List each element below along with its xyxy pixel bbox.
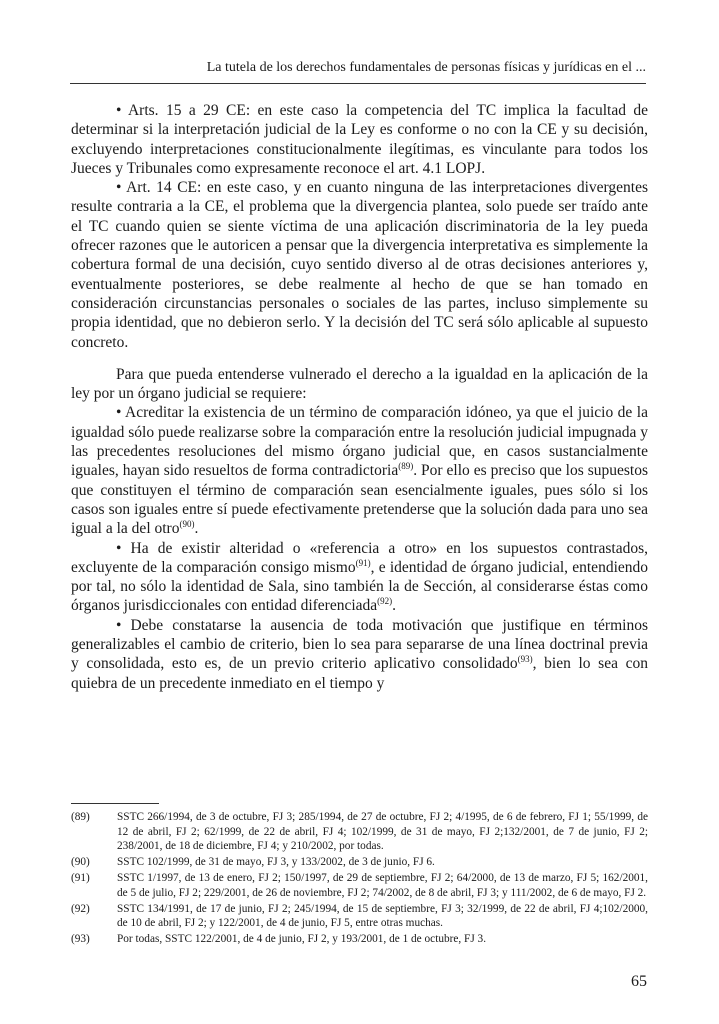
footnote-ref: (93) bbox=[517, 654, 533, 665]
footnote-number: (90) bbox=[71, 856, 90, 868]
footnotes bbox=[71, 810, 648, 948]
requirement-text: • Acreditar la existencia de un término de comparación idóneo, ya que el juicio de la igualdad sólo puede realizarse sobre la comparación entre la resolución judicial impugnada y las precedentes resoluciones del mismo órgano judicial que, en casos sustancialmente iguales, hayan sido resueltos de forma contradictoria bbox=[71, 404, 648, 480]
footnote-ref: (91) bbox=[355, 557, 371, 568]
requirement-text: , bien lo sea con quiebra de un precedente inmediato en el tiempo y bbox=[71, 655, 648, 692]
footnote-text: SSTC 134/1991, de 17 de junio, FJ 2; 245/1994, de 15 de septiembre, FJ 3; 32/1999, de 22 de abril, FJ 4;102/2000, de 10 de abril, FJ 2; y 122/2001, de 4 de junio, FJ 5, entre otras muchas. bbox=[117, 902, 648, 929]
footnote-93 bbox=[71, 932, 648, 947]
requirement-text: . bbox=[194, 520, 199, 538]
body-text bbox=[71, 101, 648, 693]
intro-paragraph: Para que pueda entenderse vulnerado el derecho a la igualdad en la aplicación de la ley por un órgano judicial se requiere: bbox=[71, 365, 648, 403]
footnote-text: Por todas, SSTC 122/2001, de 4 de junio, FJ 2, y 193/2001, de 1 de octubre, FJ 3. bbox=[117, 933, 487, 945]
bullet-arts-15-29: • Arts. 15 a 29 CE: en este caso la competencia del TC implica la facultad de determinar si la interpretación judicial de la Ley es conforme o no con la CE y su decisión, excluyendo interpretaciones constitucionalmente ilegítimas, es vinculante para todos los Jueces y Tribunales como expresamente reconoce el art. 4.1 LOPJ. bbox=[71, 102, 648, 177]
footnote-ref: (89) bbox=[398, 461, 414, 472]
requirement-motivation bbox=[71, 616, 648, 693]
footnote-number: (89) bbox=[71, 811, 90, 823]
requirement-text: , e identidad de órgano judicial, entendiendo por tal, no sólo la identidad de Sala, sino también la de Sección, al considerarse éstas como órganos jurisdiccionales con entidad diferenciada bbox=[71, 558, 649, 615]
bullet-art-14: • Art. 14 CE: en este caso, y en cuanto ninguna de las interpretaciones divergentes resulte contraria a la CE, el problema que la divergencia plantea, solo puede ser traído ante el TC cuando quien se siente víctima de una aplicación discriminatoria de la ley pueda ofrecer razones que le autoricen a pensar que la divergencia interpretativa es simplemente la cobertura formal de una decisión, cuyo sentido diverso al de otras decisiones anteriores y, eventualmente posteriores, se debe realmente al hecho de que se han tomado en consideración circunstancias personales o sociales de las partes, incluso simplemente su propia identidad, que no debieron serlo. Y la decisión del TC será sólo aplicable al supuesto concreto. bbox=[71, 179, 648, 351]
footnote-text: SSTC 266/1994, de 3 de octubre, FJ 3; 285/1994, de 27 de octubre, FJ 2; 4/1995, de 6 de febrero, FJ 1; 55/1999, de 12 de abril, FJ 2; 62/1999, de 22 de abril, FJ 4; 102/1999, de 31 de mayo, FJ 2;132/2001, de 7 de junio, FJ 2; 238/2001, de 18 de diciembre, FJ 4; y 210/2002, por todas. bbox=[117, 811, 648, 852]
requirement-text: . Por ello es preciso que los supuestos que constituyen el término de comparación sean esencialmente iguales, pues sólo si los casos son iguales entre sí puede efectivamente pretenderse que la solución dada para uno sea igual a la del otro bbox=[71, 462, 648, 538]
running-head: La tutela de los derechos fundamentales de personas físicas y jurídicas en el ... bbox=[70, 60, 646, 84]
requirement-text: • Debe constatarse la ausencia de toda motivación que justifique en términos generalizables el cambio de criterio, bien lo sea para separarse de una línea doctrinal previa y consolidada, esto es, de un previo criterio aplicativo consolidado bbox=[71, 616, 648, 673]
footnote-ref: (92) bbox=[377, 596, 393, 607]
requirement-text: . bbox=[392, 597, 397, 615]
footnote-92 bbox=[71, 902, 648, 931]
footnote-number: (93) bbox=[71, 933, 90, 945]
requirement-comparison-term bbox=[71, 403, 648, 538]
footnote-89 bbox=[71, 810, 648, 854]
footnote-divider bbox=[71, 803, 159, 804]
page-number: 65 bbox=[631, 973, 647, 990]
footnote-91 bbox=[71, 871, 648, 900]
footnote-text: SSTC 102/1999, de 31 de mayo, FJ 3, y 133/2002, de 3 de junio, FJ 6. bbox=[117, 856, 435, 868]
footnote-90 bbox=[71, 855, 648, 870]
footnote-ref: (90) bbox=[179, 519, 195, 530]
requirement-alterity bbox=[71, 539, 648, 616]
requirement-text: • Ha de existir alteridad o «referencia a otro» en los supuestos contrastados, excluyente de la comparación consigo mismo bbox=[71, 539, 648, 576]
footnote-number: (92) bbox=[71, 902, 90, 915]
footnote-number: (91) bbox=[71, 872, 90, 884]
footnote-text: SSTC 1/1997, de 13 de enero, FJ 2; 150/1997, de 29 de septiembre, FJ 2; 64/2000, de 13 de marzo, FJ 5; 162/2001, de 5 de julio, FJ 2; 229/2001, de 26 de noviembre, FJ 2; 74/2002, de 8 de abril, FJ 3; y 111/2002, de 6 de mayo, FJ 2. bbox=[117, 872, 648, 899]
